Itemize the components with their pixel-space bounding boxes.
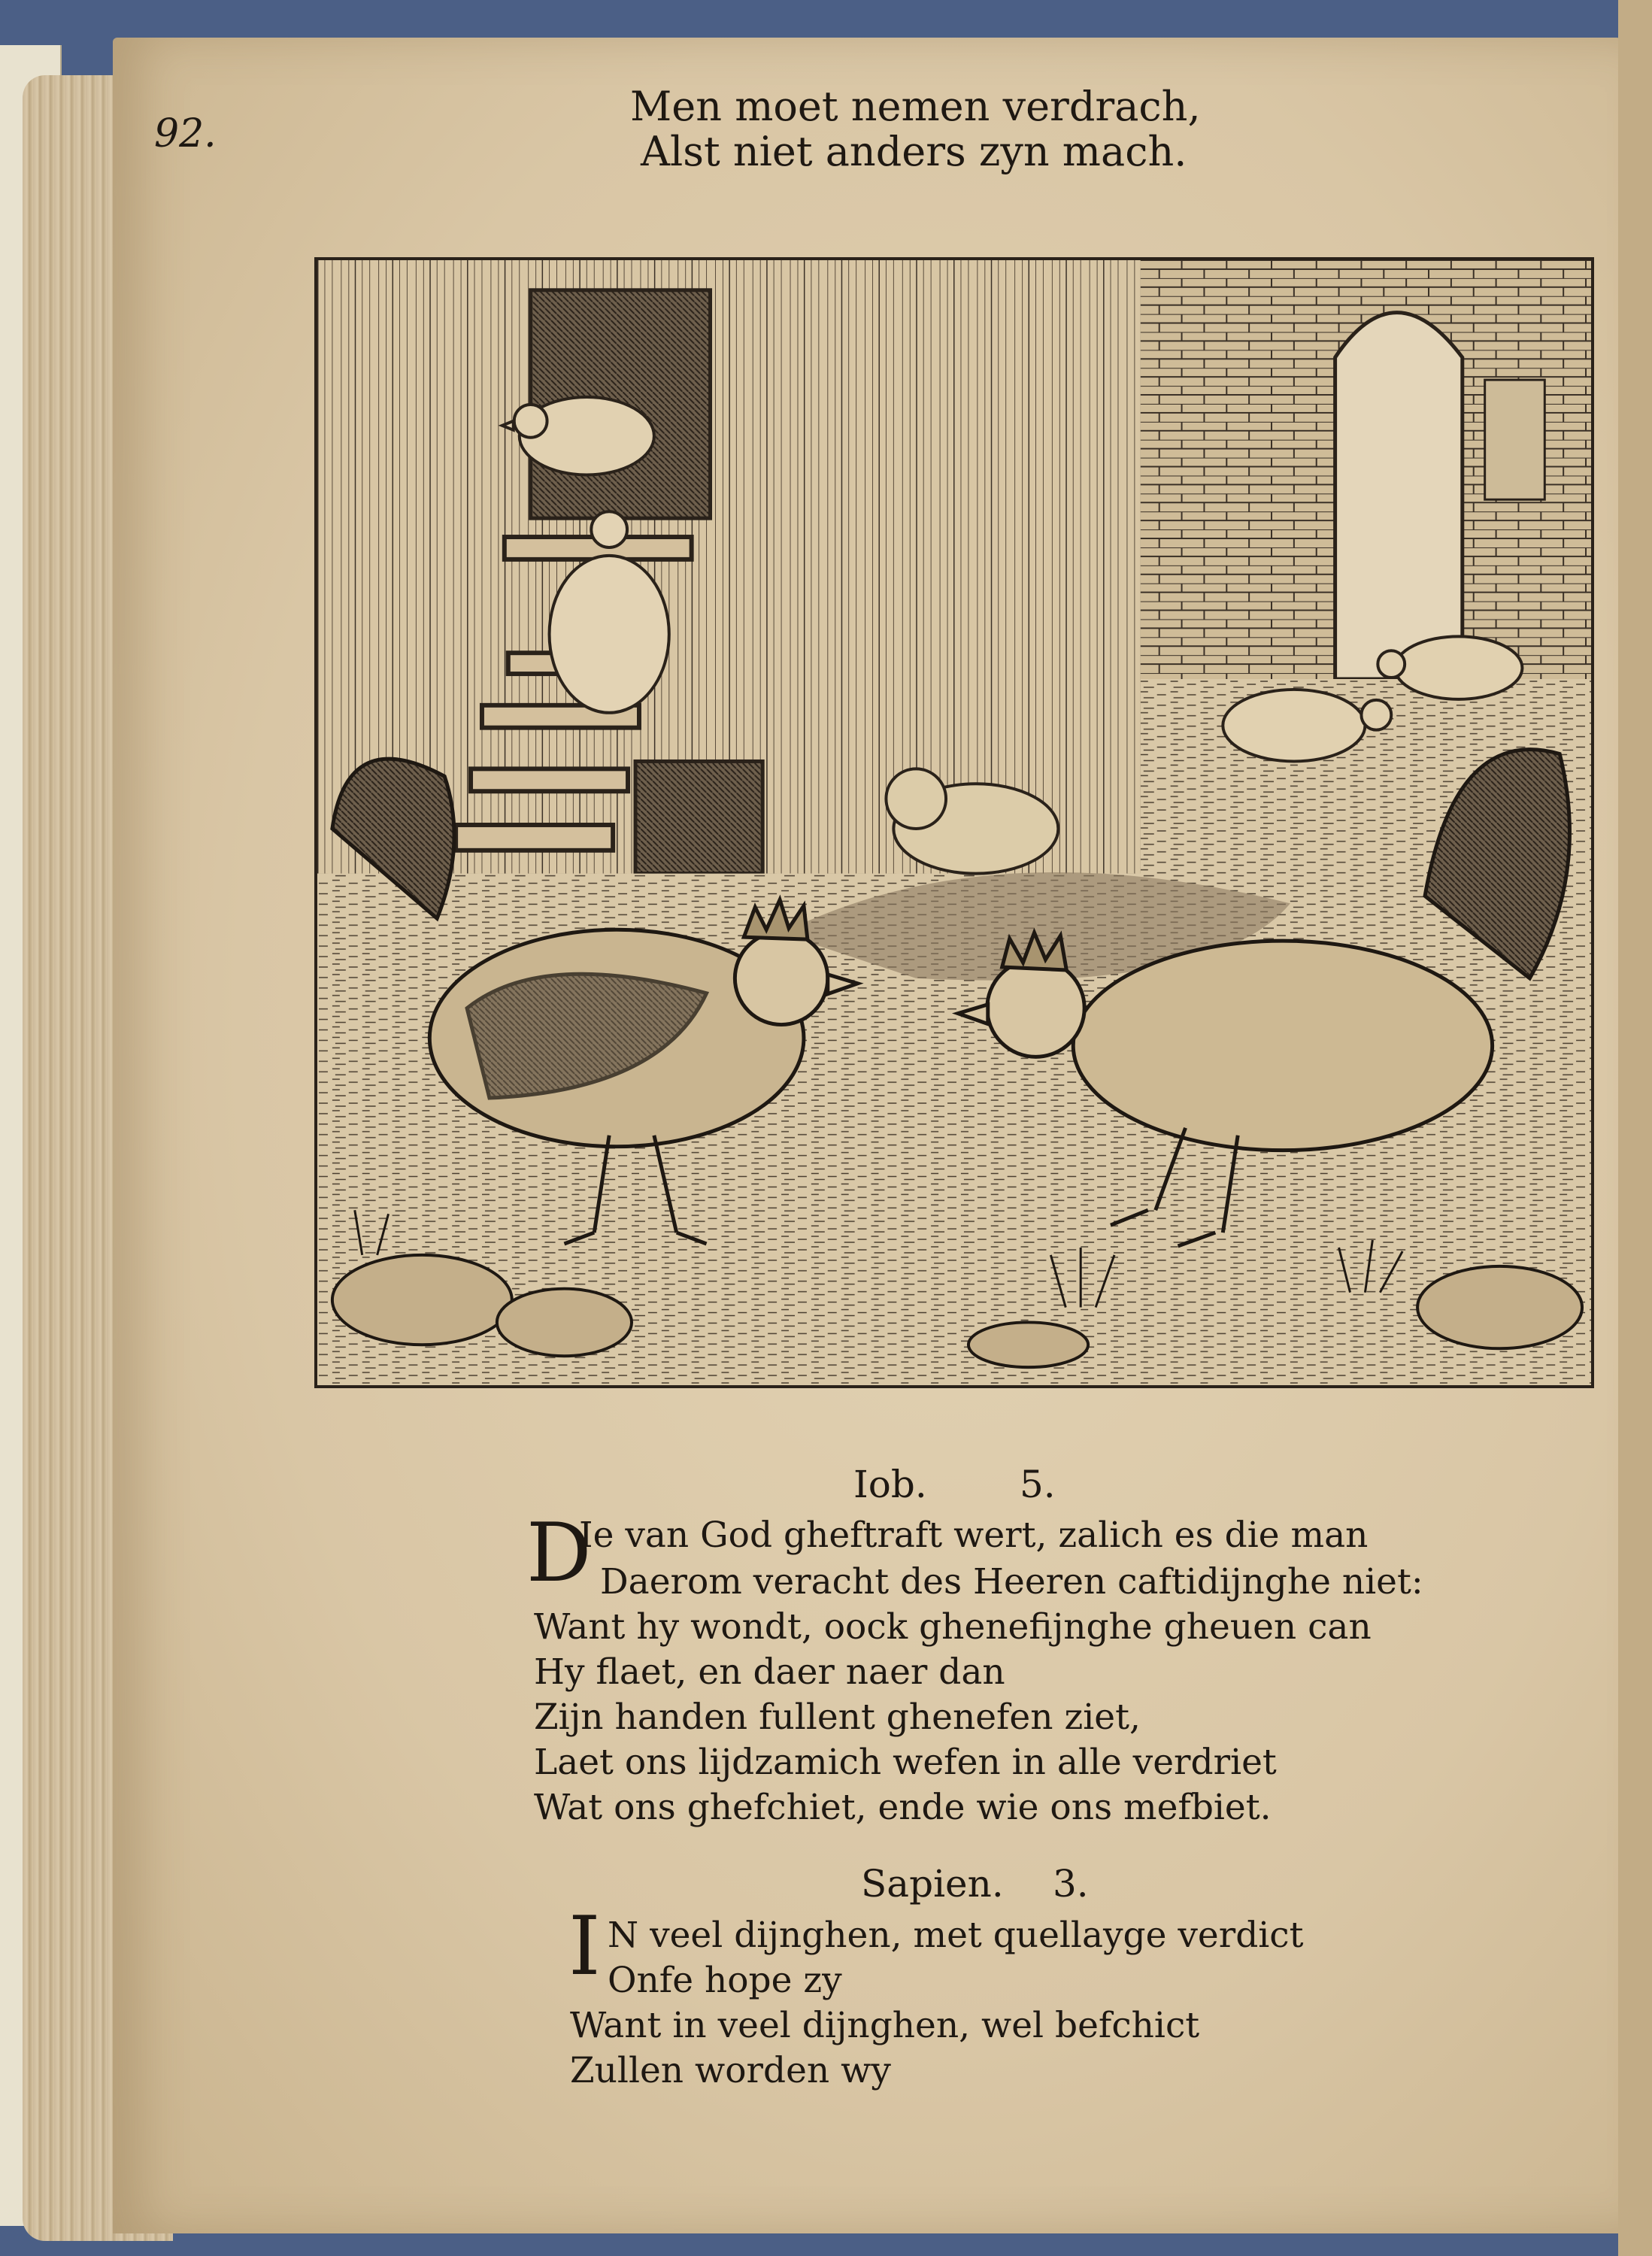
passage-1-line-6: Laet ons lijdzamich wefen in alle verdriet bbox=[534, 1742, 1277, 1783]
passage-1-line-5: Zijn handen fullent ghenefen ziet, bbox=[534, 1697, 1141, 1738]
passage-1-line-3: Want hy wondt, oock ghenefijnghe gheuen can bbox=[534, 1606, 1372, 1648]
motto-line-2: Alst niet anders zyn mach. bbox=[641, 128, 1187, 175]
engraving-fighting-roosters bbox=[314, 257, 1594, 1388]
passage-1-line-1: Ie van God gheftraft wert, zalich es die man bbox=[579, 1515, 1369, 1556]
passage-2-source: Sapien. bbox=[861, 1862, 1004, 1906]
passage-2-line-3: Want in veel dijnghen, wel befchict bbox=[570, 2005, 1200, 2046]
passage-2-chapter: 3. bbox=[1053, 1862, 1089, 1906]
passage-2-line-1: N veel dijnghen, met quellayge verdict bbox=[608, 1915, 1304, 1956]
motto-line-1: Men moet nemen verdrach, bbox=[630, 83, 1201, 130]
passage-1-chapter: 5. bbox=[1020, 1463, 1056, 1506]
passage-1-line-7: Wat ons ghefchiet, ende wie ons mefbiet. bbox=[534, 1787, 1272, 1828]
passage-1-line-4: Hy flaet, en daer naer dan bbox=[534, 1651, 1005, 1693]
facing-page-edge bbox=[1618, 0, 1652, 2256]
passage-1-drop-cap: D bbox=[526, 1506, 592, 1600]
passage-1-line-2: Daerom veracht des Heeren caftidijnghe niet: bbox=[600, 1561, 1423, 1603]
page-number: 92. bbox=[154, 111, 217, 156]
passage-2-line-4: Zullen worden wy bbox=[570, 2050, 891, 2091]
passage-2-drop-cap: I bbox=[568, 1900, 601, 1994]
passage-1-source: Iob. bbox=[853, 1463, 927, 1506]
passage-2-line-2: Onfe hope zy bbox=[608, 1960, 842, 2001]
